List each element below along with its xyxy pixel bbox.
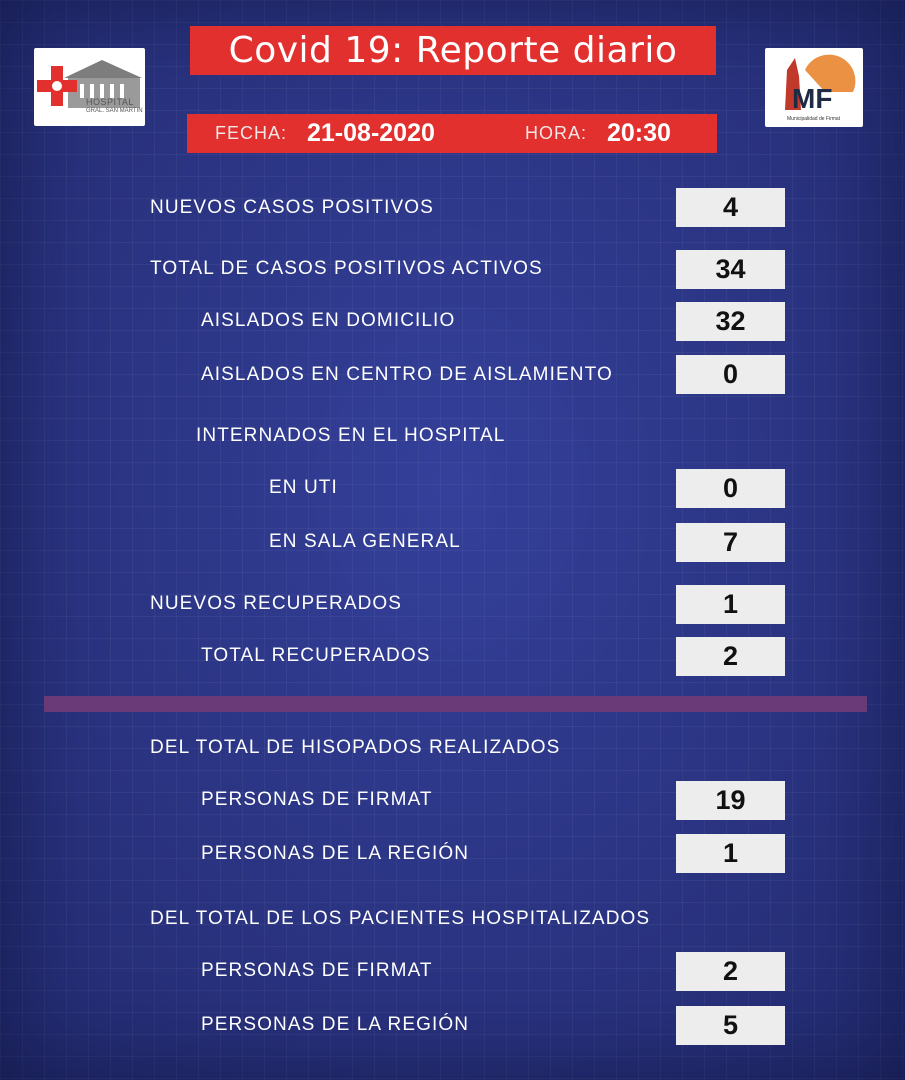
hospital-logo-line2: GRAL. SAN MARTIN	[86, 108, 143, 114]
stat-label-hospitalized: INTERNADOS EN EL HOSPITAL	[196, 425, 506, 446]
hospitalized-value-firmat: 2	[676, 952, 785, 991]
municipality-emblem-icon	[765, 48, 863, 127]
stat-label-general-ward: EN SALA GENERAL	[269, 531, 461, 552]
stat-label-icu: EN UTI	[269, 477, 338, 498]
stat-value-center-isolated: 0	[676, 355, 785, 394]
stat-value-active-cases: 34	[676, 250, 785, 289]
report-title: Covid 19: Reporte diario	[190, 26, 716, 75]
municipality-caption: Municipalidad de Firmat	[787, 116, 841, 122]
swabs-label-firmat: PERSONAS DE FIRMAT	[201, 789, 433, 810]
stat-label-active-cases: TOTAL DE CASOS POSITIVOS ACTIVOS	[150, 258, 543, 279]
section-divider	[44, 696, 867, 712]
municipality-mark-text: MF	[792, 83, 833, 114]
stat-label-total-recovered: TOTAL RECUPERADOS	[201, 645, 431, 666]
time-value: 20:30	[607, 119, 671, 147]
time-label: HORA:	[525, 123, 588, 143]
stat-value-home-isolated: 32	[676, 302, 785, 341]
stat-value-general-ward: 7	[676, 523, 785, 562]
date-time-bar	[187, 114, 717, 153]
swabs-label-region: PERSONAS DE LA REGIÓN	[201, 843, 470, 864]
swabs-heading: DEL TOTAL DE HISOPADOS REALIZADOS	[150, 737, 561, 758]
hospitalized-label-region: PERSONAS DE LA REGIÓN	[201, 1014, 470, 1035]
hospital-logo-line1: HOSPITAL	[86, 97, 134, 107]
date-value: 21-08-2020	[307, 119, 435, 147]
stat-label-home-isolated: AISLADOS EN DOMICILIO	[201, 310, 456, 331]
stat-label-center-isolated: AISLADOS EN CENTRO DE AISLAMIENTO	[201, 364, 613, 385]
hospitalized-value-region: 5	[676, 1006, 785, 1045]
hospitalized-heading: DEL TOTAL DE LOS PACIENTES HOSPITALIZADOS	[150, 908, 651, 929]
stat-label-new-recovered: NUEVOS RECUPERADOS	[150, 593, 403, 614]
stat-label-new-cases: NUEVOS CASOS POSITIVOS	[150, 197, 434, 218]
stat-value-new-cases: 4	[676, 188, 785, 227]
stat-value-new-recovered: 1	[676, 585, 785, 624]
hospitalized-label-firmat: PERSONAS DE FIRMAT	[201, 960, 433, 981]
municipality-logo	[765, 48, 863, 127]
hospital-building-icon	[34, 48, 145, 126]
swabs-value-region: 1	[676, 834, 785, 873]
date-label: FECHA:	[215, 123, 288, 143]
stat-value-icu: 0	[676, 469, 785, 508]
swabs-value-firmat: 19	[676, 781, 785, 820]
hospital-logo	[34, 48, 145, 126]
stat-value-total-recovered: 2	[676, 637, 785, 676]
